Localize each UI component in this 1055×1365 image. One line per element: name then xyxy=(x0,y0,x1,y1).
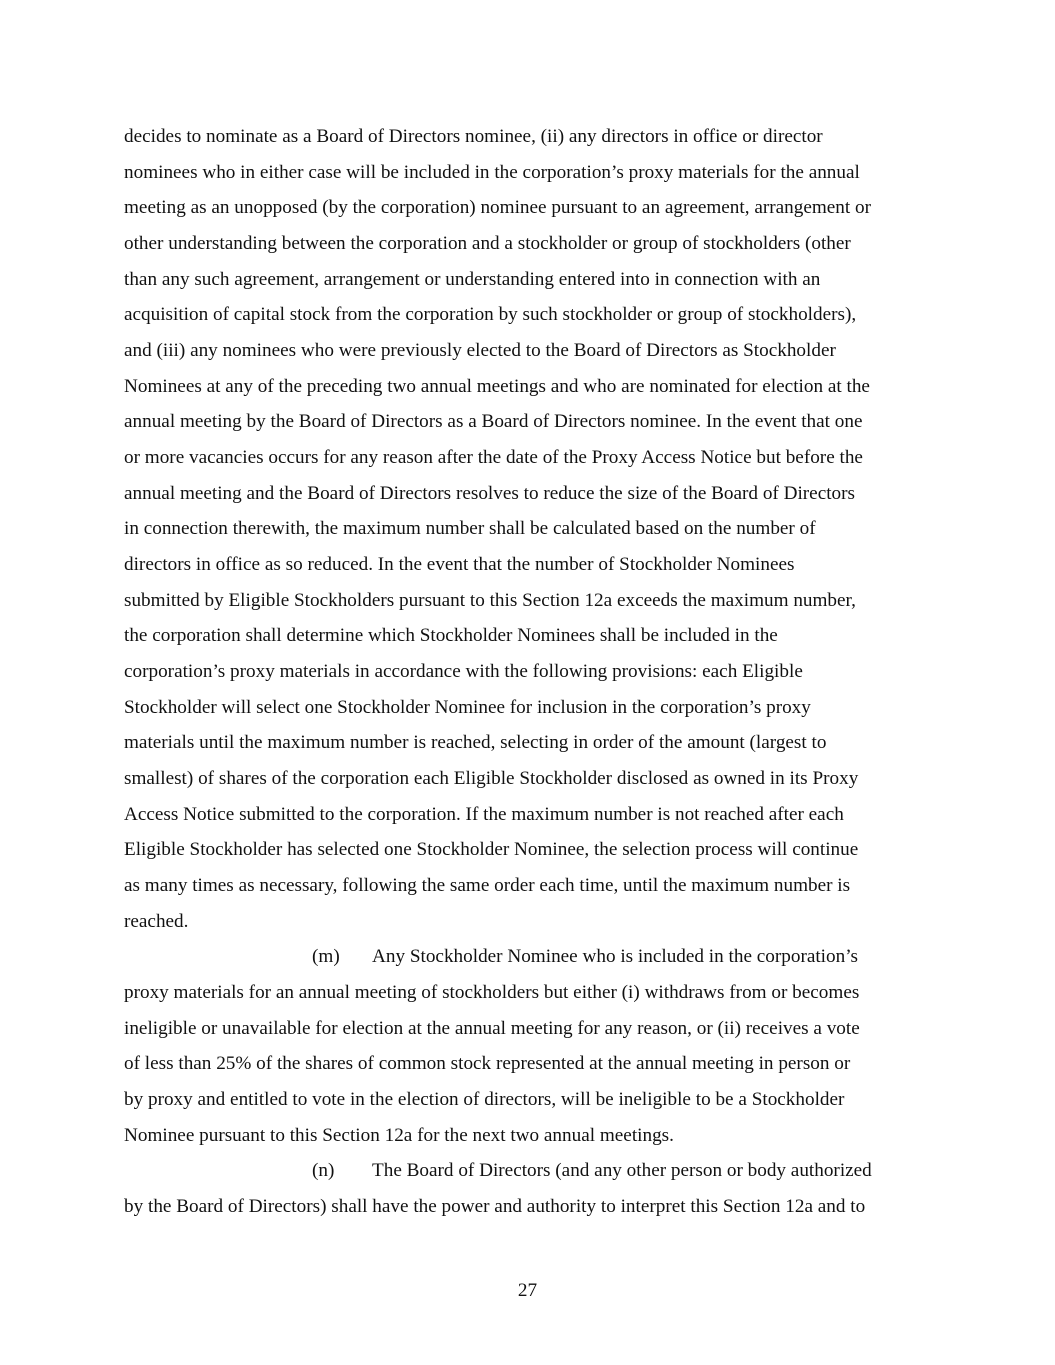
paragraph-line: Stockholder will select one Stockholder Nominee for inclusion in the corporation’s proxy xyxy=(124,697,811,718)
paragraph-line: nominees who in either case will be included in the corporation’s proxy materials for the annual xyxy=(124,162,860,183)
paragraph-line: as many times as necessary, following the same order each time, until the maximum number is xyxy=(124,875,851,896)
paragraph-line: annual meeting and the Board of Directors resolves to reduce the size of the Board of Directors xyxy=(124,483,855,504)
paragraph-line: and (iii) any nominees who were previously elected to the Board of Directors as Stockholder xyxy=(124,340,836,361)
paragraph-line: acquisition of capital stock from the corporation by such stockholder or group of stockholders), xyxy=(124,304,857,325)
paragraph-line: decides to nominate as a Board of Directors nominee, (ii) any directors in office or director xyxy=(124,126,823,147)
paragraph-line: the corporation shall determine which Stockholder Nominees shall be included in the xyxy=(124,625,778,646)
paragraph-line: Nominee pursuant to this Section 12a for the next two annual meetings. xyxy=(124,1125,674,1146)
paragraph-line: proxy materials for an annual meeting of stockholders but either (i) withdraws from or becomes xyxy=(124,982,860,1003)
paragraph-line: reached. xyxy=(124,911,189,932)
paragraph-line: Eligible Stockholder has selected one Stockholder Nominee, the selection process will continue xyxy=(124,839,859,860)
paragraph-line: annual meeting by the Board of Directors as a Board of Directors nominee. In the event that one xyxy=(124,411,863,432)
page-number: 27 xyxy=(517,1280,538,1301)
paragraph-line: meeting as an unopposed (by the corporation) nominee pursuant to an agreement, arrangement or xyxy=(124,197,871,218)
paragraph-line: directors in office as so reduced. In the event that the number of Stockholder Nominees xyxy=(124,554,795,575)
paragraph-line: smallest) of shares of the corporation each Eligible Stockholder disclosed as owned in its Proxy xyxy=(124,768,859,789)
paragraph-line: ineligible or unavailable for election at the annual meeting for any reason, or (ii) receives a vote xyxy=(124,1018,860,1039)
paragraph-line: Nominees at any of the preceding two annual meetings and who are nominated for election at the xyxy=(124,376,870,397)
paragraph-line: corporation’s proxy materials in accordance with the following provisions: each Eligible xyxy=(124,661,803,682)
paragraph-line: materials until the maximum number is reached, selecting in order of the amount (largest to xyxy=(124,732,827,753)
paragraph-line: other understanding between the corporation and a stockholder or group of stockholders (other xyxy=(124,233,851,254)
paragraph-line: than any such agreement, arrangement or understanding entered into in connection with an xyxy=(124,269,821,290)
paragraph-line: or more vacancies occurs for any reason after the date of the Proxy Access Notice but before the xyxy=(124,447,863,468)
paragraph-line: of less than 25% of the shares of common stock represented at the annual meeting in person or xyxy=(124,1053,851,1074)
paragraph-line: submitted by Eligible Stockholders pursuant to this Section 12a exceeds the maximum number, xyxy=(124,590,856,611)
paragraph-line: by the Board of Directors) shall have the power and authority to interpret this Section 12a and to xyxy=(124,1196,866,1217)
item-first-line: Any Stockholder Nominee who is included in the corporation’s xyxy=(372,946,858,967)
paragraph-line: by proxy and entitled to vote in the election of directors, will be ineligible to be a Stockholder xyxy=(124,1089,845,1110)
item-label: (m) xyxy=(312,946,340,967)
item-label: (n) xyxy=(312,1160,335,1181)
item-first-line: The Board of Directors (and any other person or body authorized xyxy=(372,1160,872,1181)
paragraph-line: Access Notice submitted to the corporation. If the maximum number is not reached after each xyxy=(124,804,844,825)
paragraph-line: in connection therewith, the maximum number shall be calculated based on the number of xyxy=(124,518,816,539)
